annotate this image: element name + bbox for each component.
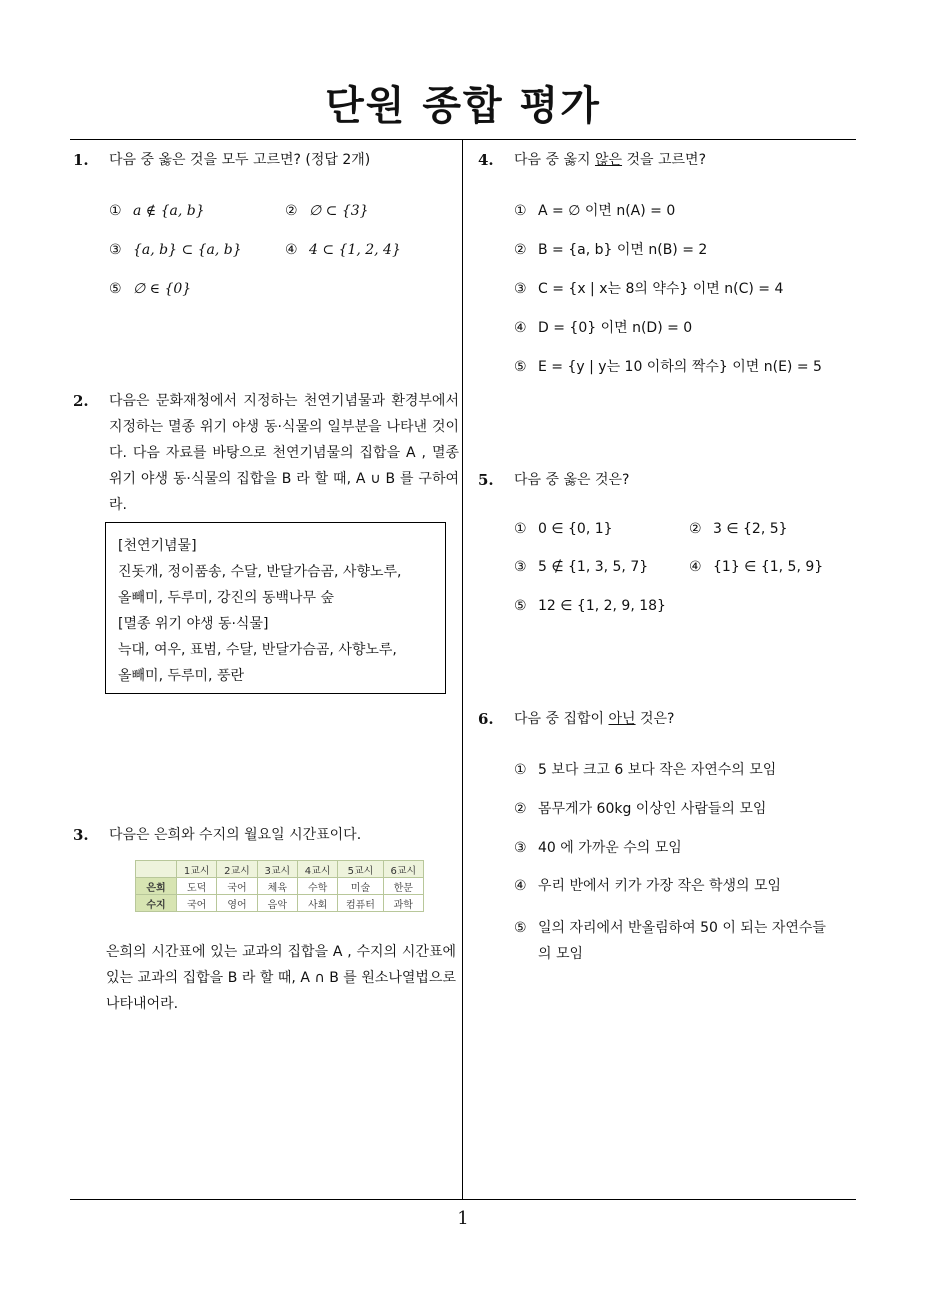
option-1 [109, 201, 205, 221]
option-text: 12 ∈ {1, 2, 9, 18} [538, 598, 666, 614]
question-5 [478, 467, 858, 493]
option-mark: ③ [514, 281, 527, 297]
question-text: 다음 중 옳은 것은? [514, 472, 630, 488]
option-2 [285, 201, 369, 221]
option-text: 일의 자리에서 반올림하여 50 이 되는 자연수들 [538, 920, 826, 936]
box-line: 진돗개, 정이품송, 수달, 반달가슴곰, 사향노루, [118, 564, 402, 580]
question-6 [478, 706, 858, 732]
question-4 [478, 147, 858, 173]
table-cell: 한문 [383, 878, 423, 895]
option-text: 3 ∈ {2, 5} [713, 521, 788, 537]
table-cell: 6교시 [383, 861, 423, 878]
bottom-divider [70, 1199, 856, 1200]
table-cell: 수지 [136, 895, 177, 912]
option-text: ∅ ∈ {0} [133, 281, 192, 297]
option-mark: ① [514, 762, 527, 778]
table-cell: 도덕 [177, 878, 217, 895]
option-5 [514, 915, 826, 967]
option-5 [514, 357, 822, 377]
option-3 [514, 838, 682, 858]
box-line: 늑대, 여우, 표범, 수달, 반달가슴곰, 사향노루, [118, 642, 397, 658]
table-row [136, 878, 424, 895]
question-3 [73, 822, 453, 848]
table-cell: 미술 [338, 878, 383, 895]
question-number: 6. [478, 710, 494, 728]
option-4 [514, 318, 692, 338]
option-4 [689, 557, 823, 577]
option-text: D = {0} 이면 n(D) = 0 [538, 320, 693, 336]
option-text: 40 에 가까운 수의 모임 [538, 840, 682, 856]
table-cell: 음악 [257, 895, 297, 912]
option-mark: ④ [285, 242, 298, 258]
table-cell: 5교시 [338, 861, 383, 878]
table-cell: 체육 [257, 878, 297, 895]
option-mark: ② [514, 801, 527, 817]
question-text-part: 다음 중 집합이 [514, 711, 609, 727]
option-2 [514, 799, 766, 819]
option-3 [514, 279, 783, 299]
table-header-row [136, 861, 424, 878]
question-number: 4. [478, 151, 494, 169]
option-2 [514, 240, 707, 260]
option-text: ∅ ⊂ {3} [309, 203, 369, 219]
option-1 [514, 201, 675, 221]
option-mark: ① [514, 203, 527, 219]
option-text: 0 ∈ {0, 1} [538, 521, 613, 537]
option-text: {1} ∈ {1, 5, 9} [713, 559, 824, 575]
top-divider [70, 139, 856, 140]
option-mark: ④ [514, 320, 527, 336]
box-line: [천연기념물] [118, 538, 197, 554]
option-mark: ③ [514, 559, 527, 575]
table-cell: 국어 [177, 895, 217, 912]
option-5 [109, 279, 191, 299]
box-line: 올빼미, 두루미, 풍란 [118, 668, 244, 684]
question-2 [73, 388, 463, 518]
option-mark: ④ [514, 878, 527, 894]
column-divider [462, 139, 463, 1200]
question-number: 3. [73, 826, 89, 844]
box-line: 올빼미, 두루미, 강진의 동백나무 숲 [118, 590, 335, 606]
option-mark: ③ [514, 840, 527, 856]
question-text [514, 147, 706, 173]
table-row [136, 895, 424, 912]
table-cell: 수학 [297, 878, 337, 895]
option-4 [514, 876, 781, 896]
option-text: B = {a, b} 이면 n(B) = 2 [538, 242, 708, 258]
option-text: 5 ∉ {1, 3, 5, 7} [538, 559, 649, 575]
table-cell: 1교시 [177, 861, 217, 878]
option-mark: ① [514, 521, 527, 537]
question-text: 다음은 문화재청에서 지정하는 천연기념물과 환경부에서 지정하는 멸종 위기 야생 동·식물의 일부분을 나타낸 것이다. 다음 자료를 바탕으로 천연기념물의 집합을 A , 멸종 위기 야생 동·식물의 집합을 B 라 할 때, A ∪ B 를 구하여라. [109, 393, 459, 513]
question-text-part: 것을 고르면? [622, 152, 706, 168]
question-text: 다음 중 옳은 것을 모두 고르면? (정답 2개) [109, 152, 371, 168]
option-3 [109, 240, 242, 260]
table-cell: 사회 [297, 895, 337, 912]
option-1 [514, 519, 613, 539]
option-text: A = ∅ 이면 n(A) = 0 [538, 203, 676, 219]
option-mark: ① [109, 203, 122, 219]
option-mark: ⑤ [514, 359, 527, 375]
option-text: 5 보다 크고 6 보다 작은 자연수의 모임 [538, 762, 777, 778]
option-text: a ∉ {a, b} [133, 203, 205, 219]
question-text-part: 다음 중 옳지 [514, 152, 595, 168]
option-mark: ⑤ [514, 920, 527, 936]
table-cell: 2교시 [217, 861, 257, 878]
table-cell: 영어 [217, 895, 257, 912]
option-text: 몸무게가 60kg 이상인 사람들의 모임 [538, 801, 767, 817]
question-text [514, 706, 675, 732]
page-number: 1 [457, 1208, 469, 1229]
option-text: C = {x | x는 8의 약수} 이면 n(C) = 4 [538, 281, 784, 297]
timetable [135, 860, 424, 912]
question-1 [73, 147, 453, 173]
option-text: {a, b} ⊂ {a, b} [133, 242, 242, 258]
option-text: 우리 반에서 키가 가장 작은 학생의 모임 [538, 878, 782, 894]
box-line: [멸종 위기 야생 동·식물] [118, 616, 269, 632]
option-text: E = {y | y는 10 이하의 짝수} 이면 n(E) = 5 [538, 359, 822, 375]
data-box [105, 522, 446, 694]
option-text-continued: 의 모임 [538, 946, 584, 962]
table-cell [136, 861, 177, 878]
option-1 [514, 760, 776, 780]
option-mark: ② [689, 521, 702, 537]
underlined-word: 아닌 [608, 711, 636, 727]
option-mark: ④ [689, 559, 702, 575]
underlined-word: 않은 [594, 152, 623, 168]
option-mark: ⑤ [514, 598, 527, 614]
table-cell: 은희 [136, 878, 177, 895]
option-4 [285, 240, 401, 260]
table-cell: 3교시 [257, 861, 297, 878]
table-cell: 4교시 [297, 861, 337, 878]
table-cell: 컴퓨터 [338, 895, 383, 912]
question-number: 2. [73, 392, 89, 410]
option-mark: ② [514, 242, 527, 258]
option-text: 4 ⊂ {1, 2, 4} [309, 242, 401, 258]
option-5 [514, 596, 666, 616]
table-cell: 과학 [383, 895, 423, 912]
option-3 [514, 557, 648, 577]
question-number: 1. [73, 151, 89, 169]
question-number: 5. [478, 471, 494, 489]
table-cell: 국어 [217, 878, 257, 895]
question-text-part: 것은? [635, 711, 675, 727]
option-mark: ② [285, 203, 298, 219]
option-mark: ③ [109, 242, 122, 258]
page-title: 단원 종합 평가 [325, 83, 601, 129]
option-mark: ⑤ [109, 281, 122, 297]
question-3-follow-text: 은희의 시간표에 있는 교과의 집합을 A , 수지의 시간표에 있는 교과의 집합을 B 라 할 때, A ∩ B 를 원소나열법으로 나타내어라. [106, 944, 456, 1012]
option-2 [689, 519, 788, 539]
question-text: 다음은 은희와 수지의 월요일 시간표이다. [109, 827, 362, 843]
